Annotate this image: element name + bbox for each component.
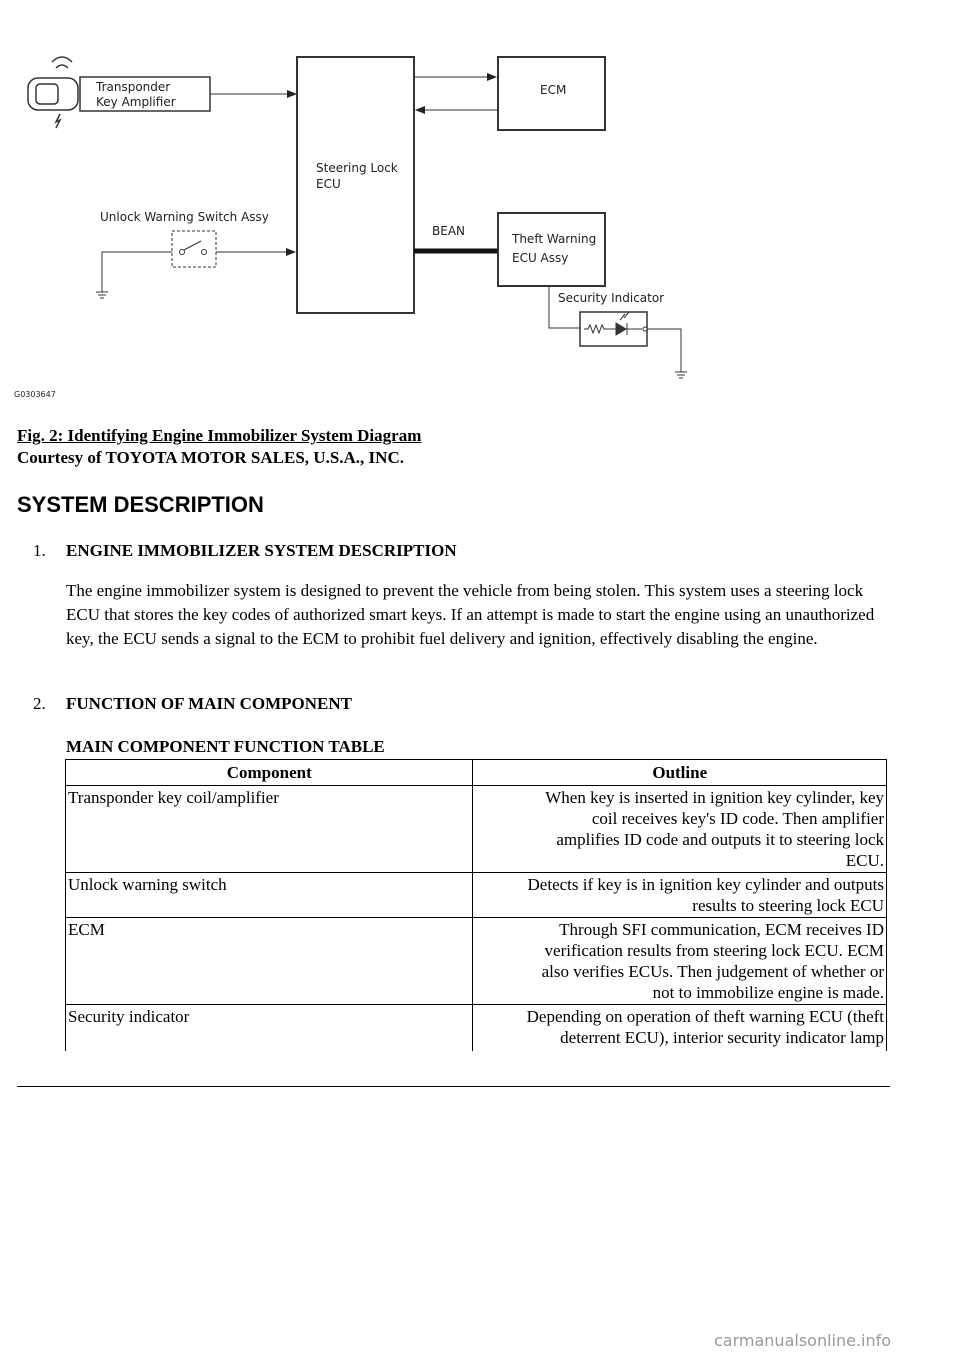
outline-line: ECU.: [845, 851, 884, 870]
outline-cell: [473, 918, 887, 1005]
description-paragraph: The engine immobilizer system is designed to prevent the vehicle from being stolen. This system uses a steering lock ECU that stores the key codes of authorized smart keys. If an attempt is made to start the engine using an unauthorized key, the ECU sends a signal to the ECM to prohibit fuel delivery and ignition, effectively disabling the engine.: [66, 581, 875, 648]
outline-cell: [473, 873, 887, 918]
outline-cell: [473, 1005, 887, 1052]
item-number-1: 1.: [33, 541, 46, 560]
unlock-switch-box: [172, 231, 216, 267]
steering-lock-ecu-box: [297, 57, 414, 313]
figure-caption: Fig. 2: Identifying Engine Immobilizer System Diagram: [17, 426, 422, 445]
outline-line: results to steering lock ECU: [692, 896, 884, 915]
outline-line: deterrent ECU), interior security indicator lamp: [560, 1028, 884, 1047]
ground-icon-2: [675, 372, 687, 378]
watermark: carmanualsonline.info: [714, 1331, 892, 1350]
outline-cell: [473, 786, 887, 873]
header-outline: Outline: [473, 760, 887, 786]
switch-symbol: [180, 241, 207, 255]
component-cell: Unlock warning switch: [66, 873, 473, 918]
outline-line: When key is inserted in ignition key cylinder, key: [545, 788, 884, 807]
page-divider: [17, 1086, 890, 1087]
component-function-table: [65, 759, 887, 1051]
theft-warning-ecu-box: [498, 213, 605, 286]
transponder-label: Transponder: [96, 80, 171, 94]
ecu-label: ECU: [316, 177, 341, 191]
ecu-assy-label: ECU Assy: [512, 251, 569, 265]
table-header-row: [66, 760, 887, 786]
outline-line: Depending on operation of theft warning ECU (theft: [526, 1007, 884, 1026]
figure-code: G0303647: [14, 390, 56, 399]
component-cell: Security indicator: [66, 1005, 473, 1052]
theft-warning-label: Theft Warning: [512, 232, 597, 246]
header-component: Component: [66, 760, 473, 786]
outline-line: not to immobilize engine is made.: [652, 983, 884, 1002]
table-row: [66, 1005, 887, 1052]
component-cell: Transponder key coil/amplifier: [66, 786, 473, 873]
steering-lock-label: Steering Lock: [316, 161, 398, 175]
table-title: MAIN COMPONENT FUNCTION TABLE: [66, 737, 385, 756]
outline-line: verification results from steering lock ECU. ECM: [544, 941, 884, 960]
component-cell: ECM: [66, 918, 473, 1005]
outline-line: coil receives key's ID code. Then amplifier: [591, 809, 884, 828]
item-heading-1: ENGINE IMMOBILIZER SYSTEM DESCRIPTION: [66, 541, 457, 560]
table-row: [66, 873, 887, 918]
led-symbol: [584, 312, 647, 335]
table-row: [66, 786, 887, 873]
immobilizer-system-diagram: [0, 0, 960, 420]
key-fob-icon: [28, 57, 78, 128]
item-number-2: 2.: [33, 694, 46, 713]
ground-icon: [96, 292, 108, 298]
section-title: SYSTEM DESCRIPTION: [17, 492, 264, 517]
item-heading-2: FUNCTION OF MAIN COMPONENT: [66, 694, 352, 713]
security-indicator-label: Security Indicator: [558, 291, 665, 305]
key-amplifier-label: Key Amplifier: [96, 95, 176, 109]
table-row: [66, 918, 887, 1005]
outline-line: Detects if key is in ignition key cylinder and outputs: [527, 875, 884, 894]
outline-line: also verifies ECUs. Then judgement of whether or: [541, 962, 884, 981]
outline-line: Through SFI communication, ECM receives ID: [559, 920, 884, 939]
unlock-switch-label: Unlock Warning Switch Assy: [100, 210, 269, 224]
bean-label: BEAN: [432, 224, 465, 238]
figure-courtesy: Courtesy of TOYOTA MOTOR SALES, U.S.A., INC.: [17, 448, 404, 467]
outline-line: amplifies ID code and outputs it to steering lock: [556, 830, 884, 849]
ecm-label: ECM: [540, 83, 567, 97]
